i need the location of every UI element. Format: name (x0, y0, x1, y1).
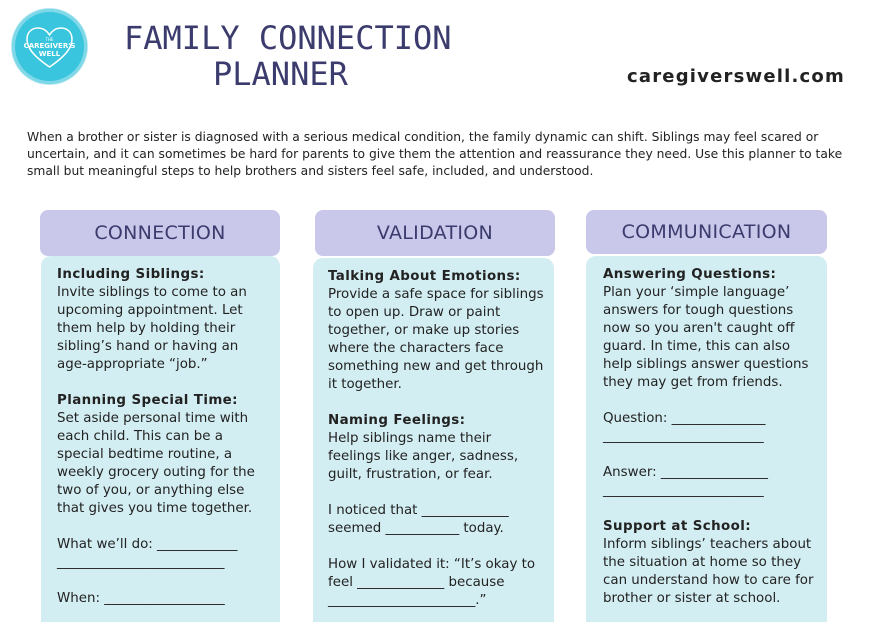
intro-paragraph: When a brother or sister is diagnosed with a serious medical condition, the family dynamic can shift. Siblings may feel scared or uncertain, and it can sometimes be hard for parents to give them the attention and reassurance they need. Use this planner to take small but meaningful steps to help brothers and sisters feel safe, included, and understood. (27, 130, 843, 178)
title-line1: FAMILY CONNECTION (124, 19, 452, 57)
talking-emotions-title: Talking About Emotions: (328, 269, 521, 284)
answer-field-line2[interactable]: ________________________ (603, 483, 764, 498)
page-title (124, 20, 454, 92)
talking-emotions-text: Provide a safe space for siblings to open up. Draw or paint together, or make up stories where the characters face something new and get through it together. (328, 287, 544, 392)
validation-header: VALIDATION (315, 210, 555, 256)
logo-line2: WELL (38, 50, 61, 58)
seemed-field[interactable]: seemed ___________ today. (328, 521, 504, 536)
answering-questions-title: Answering Questions: (603, 267, 777, 282)
special-time-title: Planning Special Time: (57, 393, 238, 408)
validation-card (313, 258, 554, 622)
logo-line1: CAREGIVER'S (23, 42, 76, 50)
because-field[interactable]: ______________________.” (328, 593, 487, 608)
answer-field[interactable]: Answer: ________________ (603, 465, 768, 480)
noticed-field[interactable]: I noticed that _____________ (328, 503, 509, 518)
connection-header: CONNECTION (40, 210, 280, 256)
including-siblings-text: Invite siblings to come to an upcoming appointment. Let them help by holding their sibling’s hand or having an age-appropriate “job.” (57, 285, 247, 372)
communication-header: COMMUNICATION (586, 210, 827, 254)
support-school-title: Support at School: (603, 519, 751, 534)
when-field[interactable]: When: __________________ (57, 591, 225, 606)
answering-questions-text: Plan your ‘simple language’ answers for tough questions now so you aren't caught off guard. In time, this can also help siblings answer questions they may get from friends. (603, 285, 809, 390)
including-siblings-title: Including Siblings: (57, 267, 205, 282)
feel-field[interactable]: feel _____________ because (328, 575, 505, 590)
website-url: caregiverswell.com (627, 66, 845, 87)
communication-card (586, 256, 827, 622)
what-well-do-field-line2[interactable]: _________________________ (57, 555, 225, 570)
logo-small-text: THE (45, 37, 54, 42)
naming-feelings-text: Help siblings name their feelings like anger, sadness, guilt, frustration, or fear. (328, 431, 519, 482)
title-line2: PLANNER (213, 55, 348, 93)
connection-card (41, 256, 280, 622)
caregivers-well-logo (12, 9, 87, 84)
validated-label: How I validated it: “It’s okay to (328, 557, 536, 572)
special-time-text: Set aside personal time with each child. This can be a special bedtime routine, a weekly grocery outing for the two of you, or anything else that gives you time together. (57, 411, 255, 516)
question-field-line2[interactable]: ________________________ (603, 429, 764, 444)
question-field[interactable]: Question: ______________ (603, 411, 766, 426)
naming-feelings-title: Naming Feelings: (328, 413, 466, 428)
what-well-do-field[interactable]: What we’ll do: ____________ (57, 537, 238, 552)
support-school-text: Inform siblings’ teachers about the situation at home so they can understand how to care for brother or sister at school. (603, 537, 814, 606)
